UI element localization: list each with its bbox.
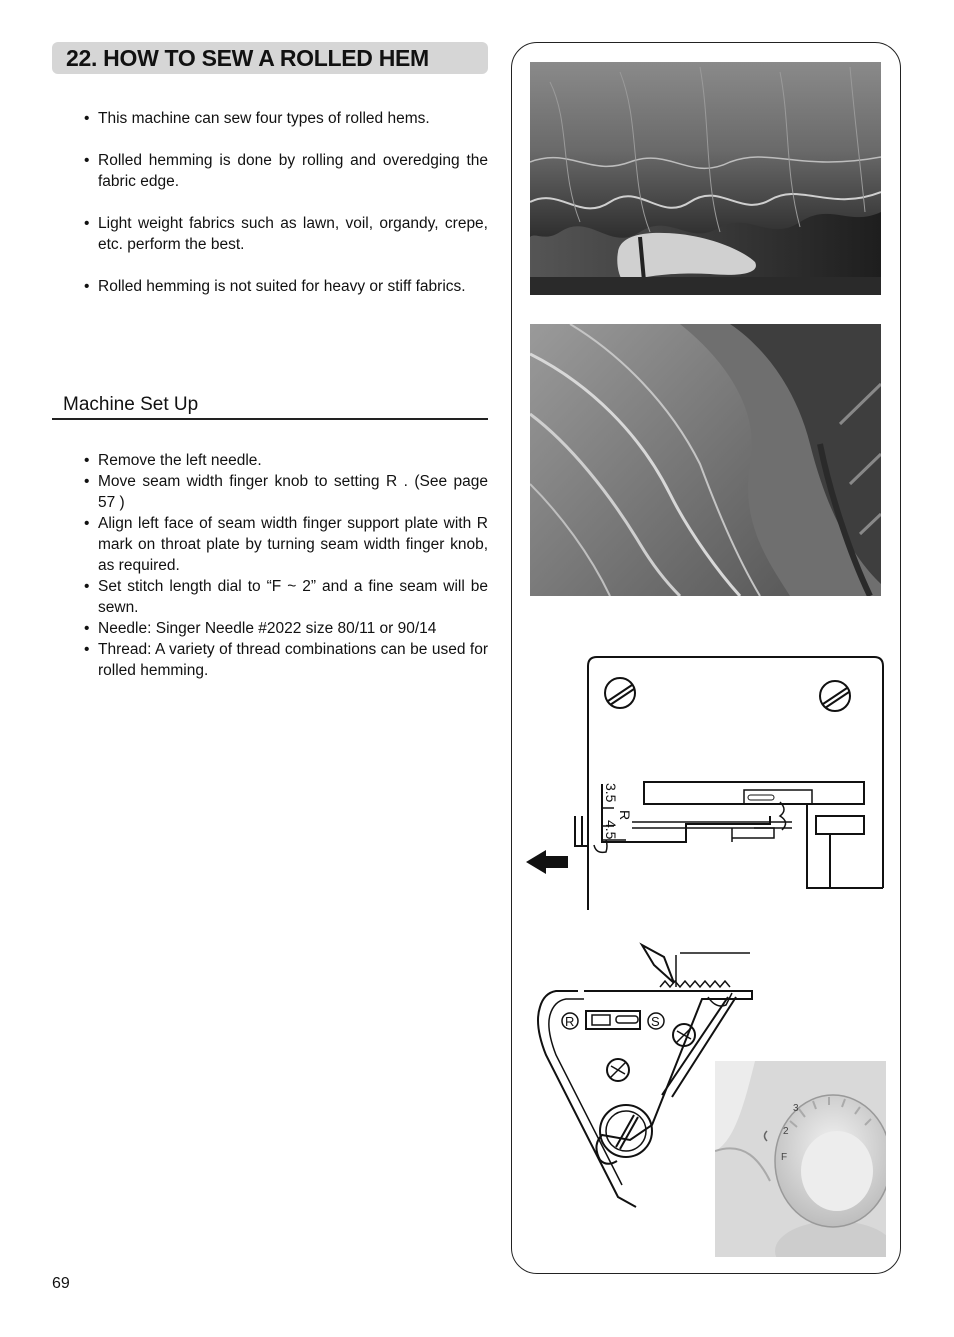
dial-label-2: 2	[783, 1126, 789, 1137]
dial-label-f: F	[781, 1152, 788, 1163]
left-arrow-icon	[526, 850, 568, 874]
list-item: • Align left face of seam width finger support plate with R mark on throat plate by turning seam width finger knob, as required.	[80, 513, 488, 576]
list-item: • Thread: A variety of thread combinations can be used for rolled hemming.	[80, 639, 488, 681]
scale-label-3-5: 3.5	[603, 783, 619, 803]
screw-icon	[607, 1059, 629, 1081]
list-item: • Rolled hemming is not suited for heavy or stiff fabrics.	[80, 276, 488, 297]
list-item: • Needle: Singer Needle #2022 size 80/11 or 90/14	[80, 618, 488, 639]
list-item: • Set stitch length dial to “F ~ 2” and a fine seam will be sewn.	[80, 576, 488, 618]
list-item: • Light weight fabrics such as lawn, voil, organdy, crepe, etc. perform the best.	[80, 213, 488, 255]
section-divider	[52, 418, 488, 420]
napkin-photo	[530, 324, 881, 596]
dress-hem-photo	[530, 62, 881, 295]
dial-icon	[775, 1095, 886, 1227]
list-item: • This machine can sew four types of rolled hems.	[80, 108, 488, 129]
scale-label-4-5: 4.5	[603, 820, 619, 840]
page-number: 69	[52, 1275, 70, 1292]
list-item: • Remove the left needle.	[80, 450, 488, 471]
stitch-dial-photo	[715, 1061, 886, 1257]
throat-plate-diagram	[522, 650, 892, 910]
page-title: 22. HOW TO SEW A ROLLED HEM	[66, 45, 429, 71]
screw-icon	[820, 681, 850, 711]
list-item: • Move seam width finger knob to setting R . (See page 57 )	[80, 471, 488, 513]
setup-list	[80, 450, 488, 681]
scale-label-r: R	[617, 810, 633, 821]
screw-icon	[605, 678, 635, 708]
intro-list	[80, 108, 488, 318]
title-bar	[52, 42, 488, 74]
section-heading: Machine Set Up	[63, 394, 199, 415]
mark-s: S	[651, 1014, 660, 1029]
list-item: • Rolled hemming is done by rolling and overedging the fabric edge.	[80, 150, 488, 192]
dial-label-3: 3	[793, 1103, 799, 1114]
mark-r: R	[565, 1014, 575, 1029]
